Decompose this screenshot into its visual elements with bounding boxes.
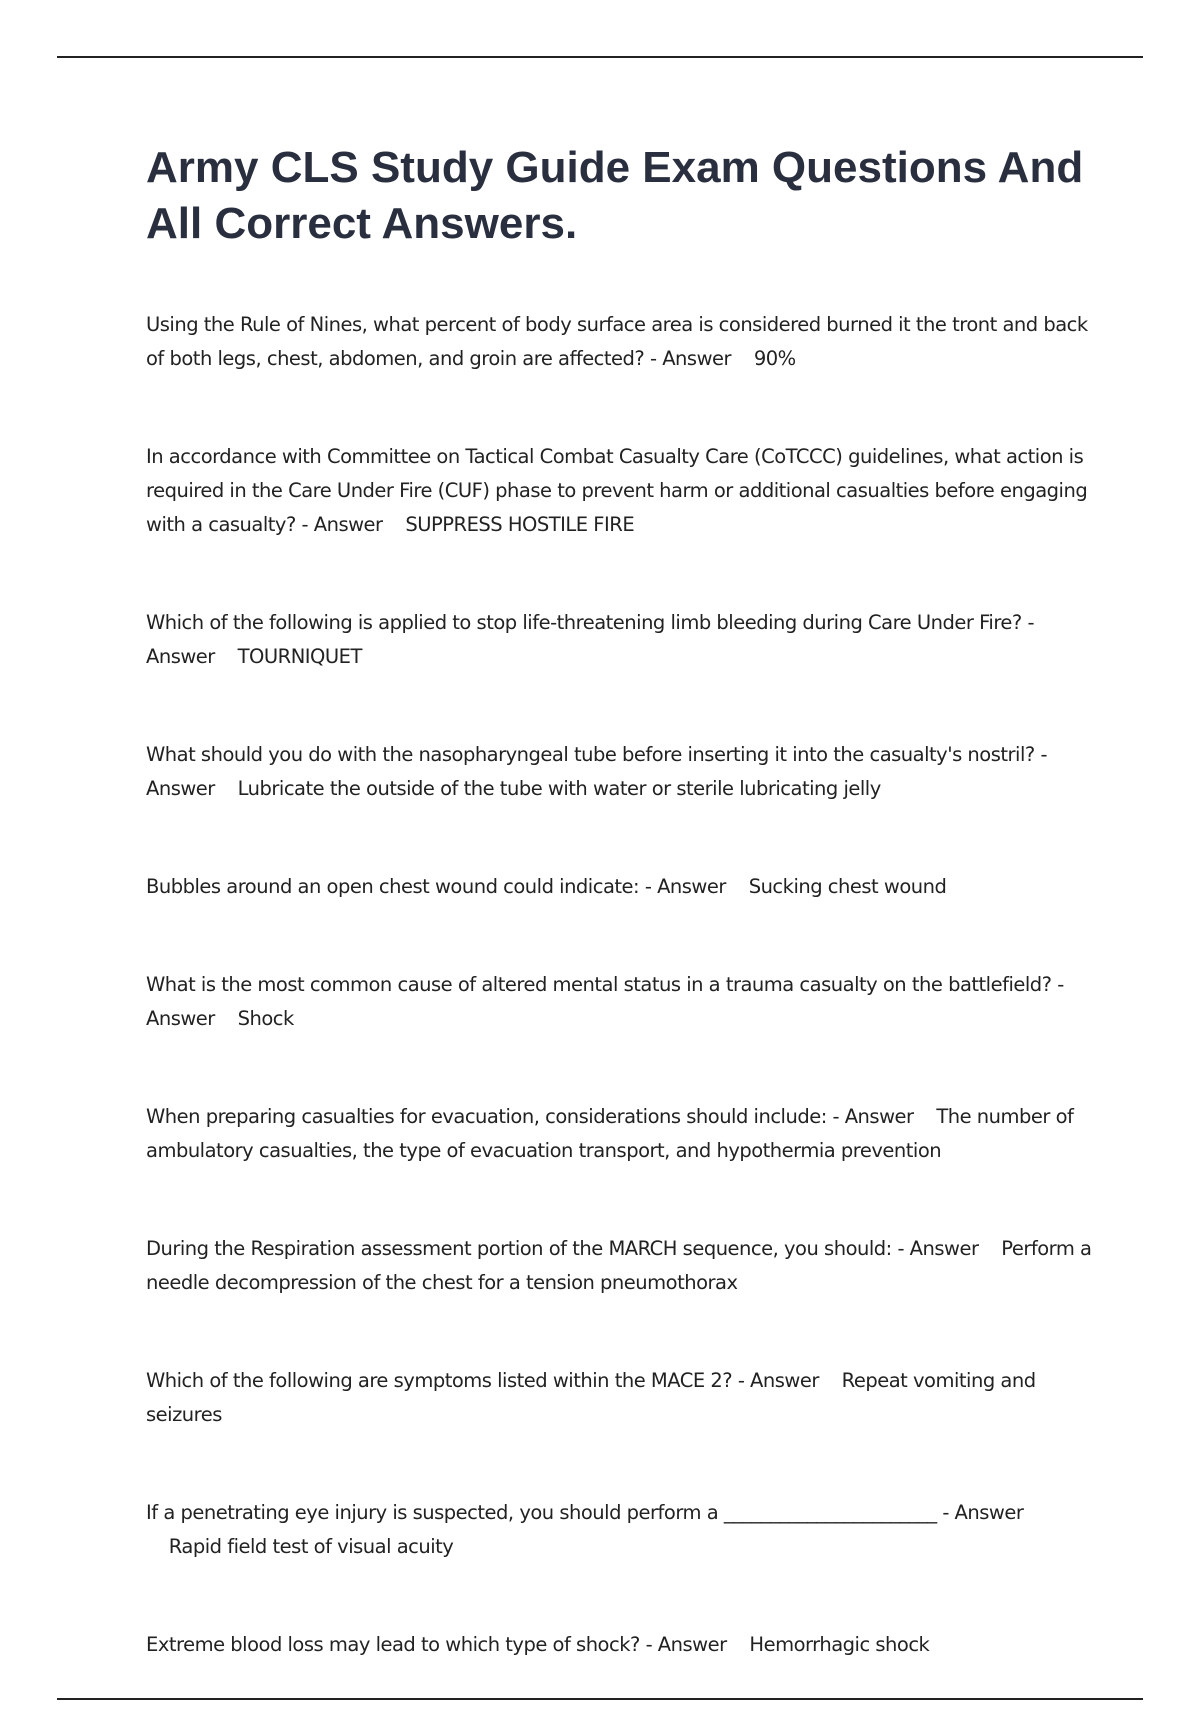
answer-text: Perform a needle decompression of the chest for a tension pneumothorax (146, 1237, 1092, 1294)
question-text: Using the Rule of Nines, what percent of body surface area is considered burned it the tront and back of both legs, chest, abdomen, and groin are affected? (146, 313, 1088, 370)
qa-item (146, 870, 1096, 904)
qa-item (146, 968, 1096, 1036)
question-text: When preparing casualties for evacuation, considerations should include: (146, 1105, 827, 1128)
answer-label: - Answer (644, 875, 726, 898)
question-text: Which of the following are symptoms listed within the MACE 2? (146, 1369, 733, 1392)
answer-text: Hemorrhagic shock (749, 1633, 930, 1656)
answer-label: - Answer (146, 743, 1047, 800)
question-text: If a penetrating eye injury is suspected, you should perform a _______________________ (146, 1501, 937, 1524)
question-text: Bubbles around an open chest wound could indicate: (146, 875, 640, 898)
question-text: What is the most common cause of altered mental status in a trauma casualty on the battlefield? (146, 973, 1052, 996)
qa-item (146, 1100, 1096, 1168)
answer-label: - Answer (301, 513, 383, 536)
question-text: What should you do with the nasopharyngeal tube before inserting it into the casualty's nostril? (146, 743, 1035, 766)
qa-item (146, 738, 1096, 806)
qa-item (146, 1232, 1096, 1300)
answer-text: SUPPRESS HOSTILE FIRE (405, 513, 635, 536)
answer-label: - Answer (942, 1501, 1024, 1524)
question-text: In accordance with Committee on Tactical Combat Casualty Care (CoTCCC) guidelines, what action is required in the Care Under Fire (CUF) phase to prevent harm or additional casualties before engaging with a casualty? (146, 445, 1088, 536)
answer-text: 90% (753, 347, 796, 370)
qa-item (146, 440, 1096, 542)
qa-item (146, 1364, 1096, 1432)
answer-text: Rapid field test of visual acuity (168, 1535, 454, 1558)
answer-text: TOURNIQUET (237, 645, 362, 668)
answer-text: Lubricate the outside of the tube with water or sterile lubricating jelly (237, 777, 881, 800)
answer-label: - Answer (832, 1105, 914, 1128)
qa-item (146, 308, 1096, 376)
answer-label: - Answer (897, 1237, 979, 1260)
answer-text: Repeat vomiting and seizures (146, 1369, 1036, 1426)
answer-text: Sucking chest wound (748, 875, 947, 898)
answer-label: - Answer (737, 1369, 819, 1392)
document-title: Army CLS Study Guide Exam Questions And All Correct Answers. (146, 143, 1084, 248)
question-text: Which of the following is applied to stop life-threatening limb bleeding during Care Under Fire? (146, 611, 1022, 634)
qa-item (146, 1496, 1096, 1564)
question-text: During the Respiration assessment portion of the MARCH sequence, you should: (146, 1237, 892, 1260)
answer-text: Shock (237, 1007, 294, 1030)
header-rule (57, 56, 1143, 58)
qa-item (146, 1628, 1096, 1662)
answer-text: The number of ambulatory casualties, the type of evacuation transport, and hypothermia prevention (146, 1105, 1074, 1162)
answer-label: - Answer (649, 347, 732, 370)
qa-item (146, 606, 1096, 674)
question-text: Extreme blood loss may lead to which type of shock? (146, 1633, 640, 1656)
answer-label: - Answer (146, 611, 1035, 668)
answer-label: - Answer (146, 973, 1064, 1030)
answer-label: - Answer (645, 1633, 727, 1656)
document-body (146, 140, 1096, 1726)
